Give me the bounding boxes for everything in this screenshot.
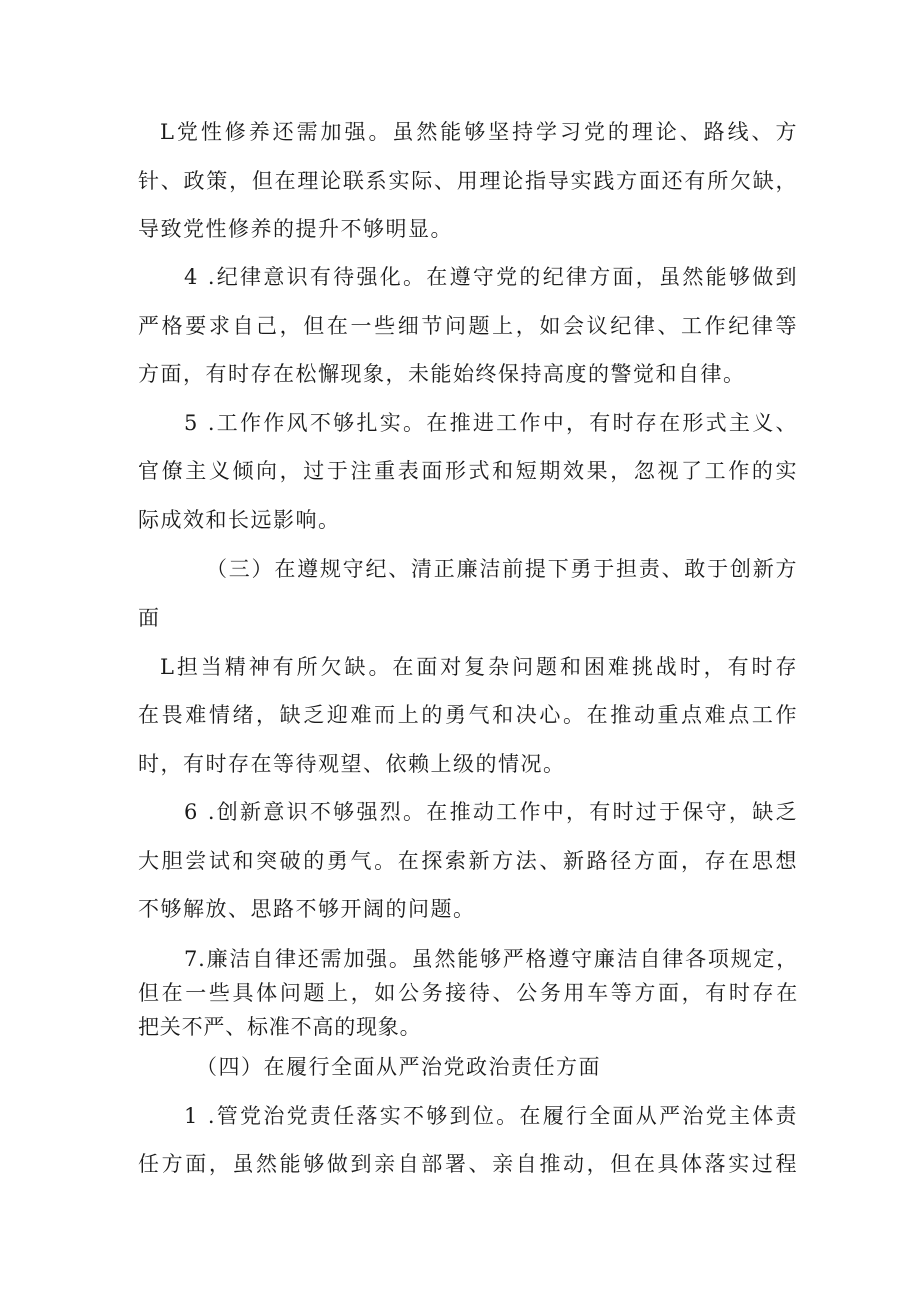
section-heading-4: （四）在履行全面从严治党政治责任方面 [196, 1055, 601, 1079]
paragraph-responsibility-line-2: 在畏难情绪，缺乏迎难而上的勇气和决心。在推动重点难点工作 [138, 703, 798, 727]
paragraph-responsibility-line-1: L担当精神有所欠缺。在面对复杂问题和困难挑战时，有时存 [160, 655, 798, 679]
section-heading-3-line-2: 面 [138, 606, 161, 630]
paragraph-party-spirit-line-2: 针、政策，但在理论联系实际、用理论指导实践方面还有所欠缺， [138, 169, 798, 193]
paragraph-item-5-line-3: 际成效和长远影响。 [138, 508, 341, 532]
paragraph-item-7-line-2: 但在一些具体问题上，如公务接待、公务用车等方面，有时存在 [138, 981, 798, 1005]
paragraph-party-spirit-line-3: 导致党性修养的提升不够明显。 [138, 217, 453, 241]
paragraph-party-spirit-line-1: L党性修养还需加强。虽然能够坚持学习党的理论、路线、方 [160, 120, 798, 144]
paragraph-item-7-line-3: 把关不严、标准不高的现象。 [138, 1015, 422, 1039]
paragraph-item-4-line-1: 4 .纪律意识有待强化。在遵守党的纪律方面，虽然能够做到 [184, 265, 798, 289]
paragraph-item-5-line-2: 官僚主义倾向，过于注重表面形式和短期效果，忽视了工作的实 [138, 459, 798, 483]
paragraph-item-5-line-1: 5 .工作作风不够扎实。在推进工作中，有时存在形式主义、 [184, 411, 798, 435]
paragraph-item-6-line-1: 6 .创新意识不够强烈。在推动工作中，有时过于保守，缺乏 [184, 800, 798, 824]
paragraph-item-4-line-2: 严格要求自己，但在一些细节问题上，如会议纪律、工作纪律等 [138, 314, 798, 338]
paragraph-item-6-line-3: 不够解放、思路不够开阔的问题。 [138, 897, 476, 921]
paragraph-item-7-line-1: 7.廉洁自律还需加强。虽然能够严格遵守廉洁自律各项规定， [184, 947, 798, 971]
paragraph-item-6-line-2: 大胆尝试和突破的勇气。在探索新方法、新路径方面，存在思想 [138, 849, 798, 873]
paragraph-responsibility-line-3: 时，有时存在等待观望、依赖上级的情况。 [138, 752, 566, 776]
paragraph-item-4-line-3: 方面，有时存在松懈现象，未能始终保持高度的警觉和自律。 [138, 362, 746, 386]
paragraph-item-1-line-1: 1 .管党治党责任落实不够到位。在履行全面从严治党主体责 [184, 1104, 798, 1128]
paragraph-item-1-line-2: 任方面，虽然能够做到亲自部署、亲自推动，但在具体落实过程 [138, 1152, 798, 1176]
section-heading-3-line-1: （三）在遵规守纪、清正廉洁前提下勇于担责、敢于创新方 [206, 557, 798, 581]
